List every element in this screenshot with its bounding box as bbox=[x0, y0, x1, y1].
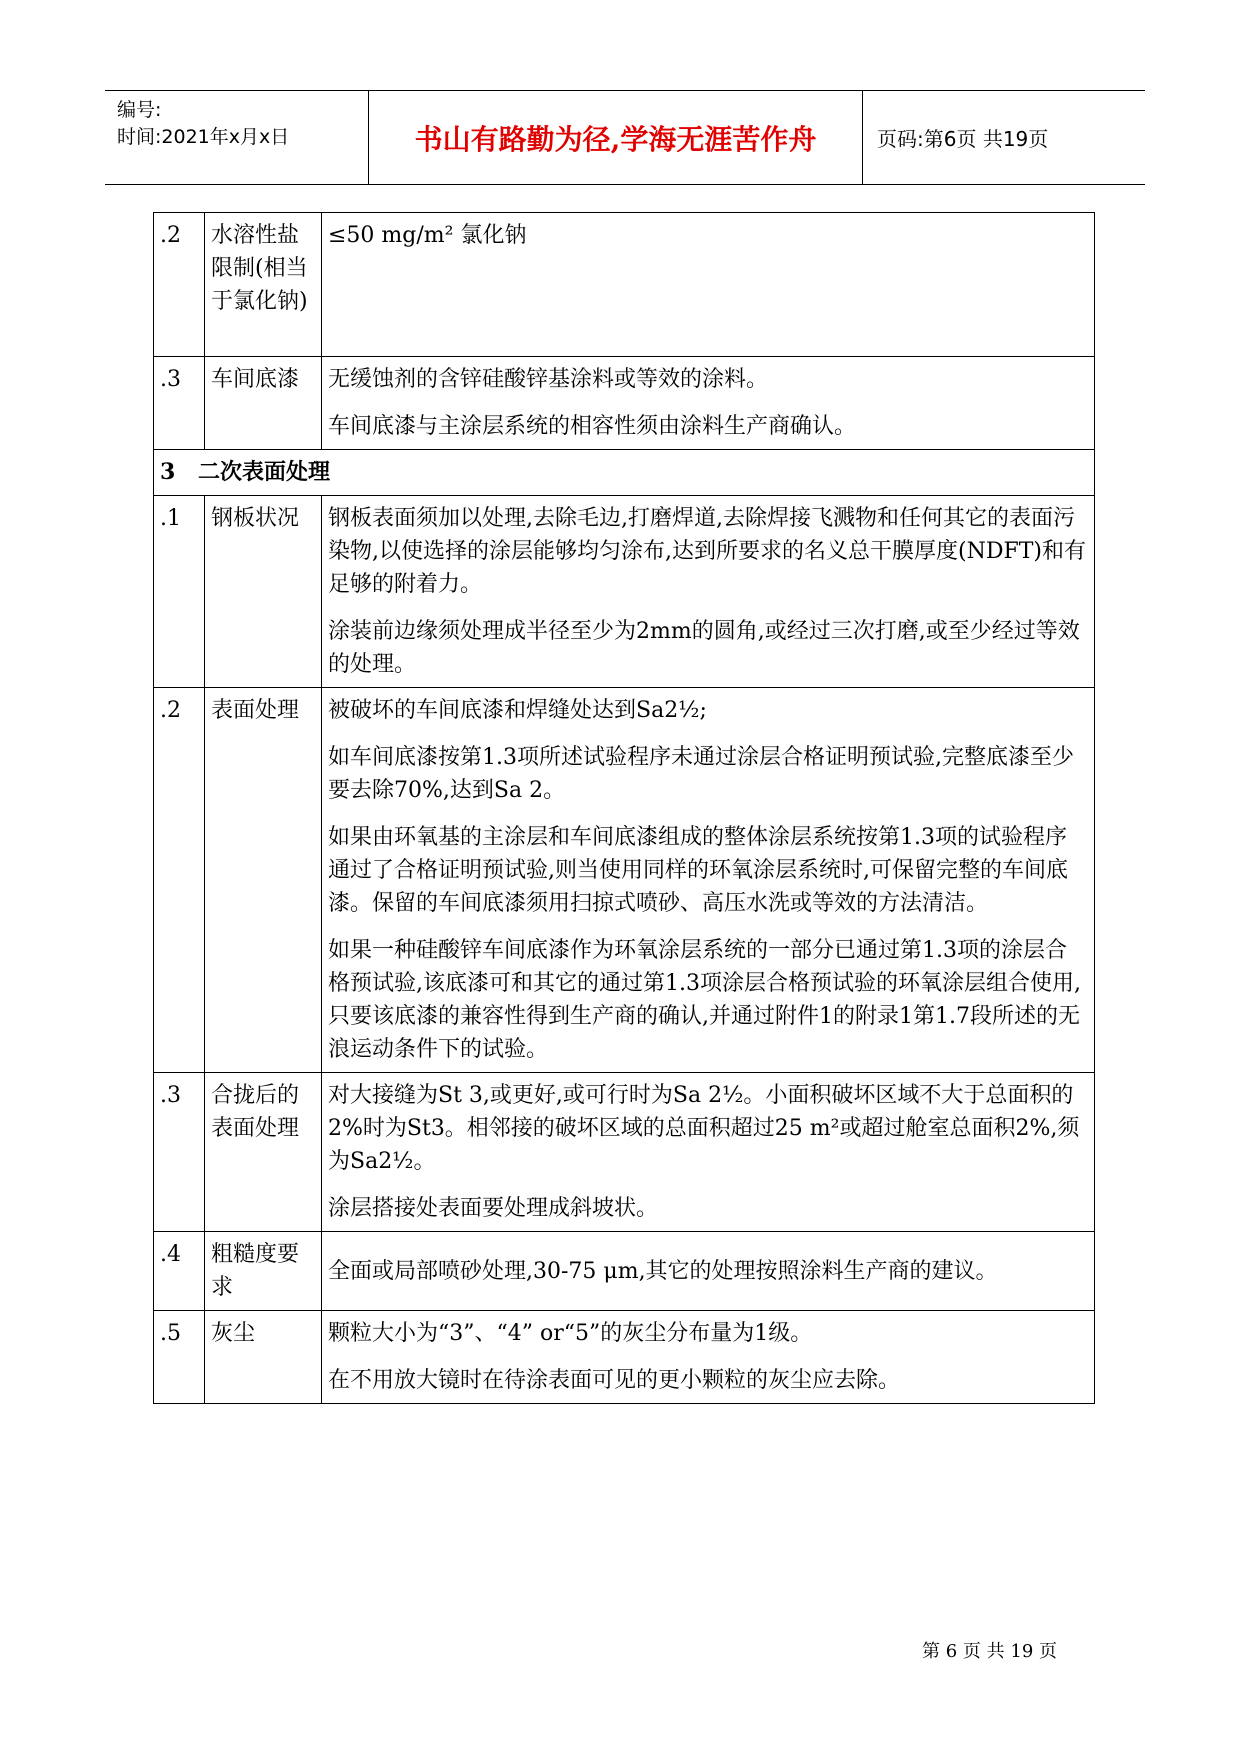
row-number: .3 bbox=[154, 357, 205, 450]
page-header bbox=[105, 90, 1145, 185]
header-motto: 书山有路勤为径,学海无涯苦作舟 bbox=[414, 122, 817, 156]
row-body bbox=[322, 1311, 1095, 1404]
header-divider bbox=[862, 91, 863, 184]
row-paragraph: ≤50 mg/m² 氯化钠 bbox=[328, 223, 527, 248]
row-paragraph: 被破坏的车间底漆和焊缝处达到Sa2½; bbox=[328, 698, 707, 723]
row-body bbox=[322, 357, 1095, 450]
row-number: .2 bbox=[154, 213, 205, 357]
row-paragraph: 涂层搭接处表面要处理成斜坡状。 bbox=[328, 1196, 659, 1221]
section-title: 二次表面处理 bbox=[198, 459, 331, 485]
row-term: 表面处理 bbox=[205, 688, 322, 1073]
table-row bbox=[154, 1232, 1095, 1311]
table-row bbox=[154, 357, 1095, 450]
row-paragraph: 涂装前边缘须处理成半径至少为2mm的圆角,或经过三次打磨,或至少经过等效的处理。 bbox=[328, 619, 1080, 677]
row-term: 粗糙度要求 bbox=[205, 1232, 322, 1311]
row-body bbox=[322, 1232, 1095, 1311]
row-paragraph: 颗粒大小为“3”、“4” or“5”的灰尘分布量为1级。 bbox=[328, 1321, 813, 1346]
page-footer: 第 6 页 共 19 页 bbox=[922, 1641, 1057, 1662]
table-row bbox=[154, 213, 1095, 357]
number-label: 编号: bbox=[117, 99, 162, 121]
row-number: .5 bbox=[154, 1311, 205, 1404]
row-paragraph: 全面或局部喷砂处理,30-75 μm,其它的处理按照涂料生产商的建议。 bbox=[328, 1258, 998, 1284]
row-paragraph: 对大接缝为St 3,或更好,或可行时为Sa 2½。小面积破坏区域不大于总面积的2%时为St3。相邻接的破坏区域的总面积超过25 m²或超过舱室总面积2%,须为Sa2½。 bbox=[328, 1083, 1080, 1174]
row-paragraph: 如果由环氧基的主涂层和车间底漆组成的整体涂层系统按第1.3项的试验程序通过了合格证明预试验,则当使用同样的环氧涂层系统时,可保留完整的车间底漆。保留的车间底漆须用扫掠式喷砂、高压水洗或等效的方法清洁。 bbox=[328, 825, 1068, 916]
row-paragraph: 车间底漆与主涂层系统的相容性须由涂料生产商确认。 bbox=[328, 414, 857, 439]
row-number: .1 bbox=[154, 496, 205, 688]
row-paragraph: 如车间底漆按第1.3项所述试验程序未通过涂层合格证明预试验,完整底漆至少要去除70%,达到Sa 2。 bbox=[328, 745, 1074, 803]
row-term: 水溶性盐限制(相当于氯化钠) bbox=[205, 213, 322, 357]
section-row bbox=[154, 450, 1095, 496]
row-paragraph: 无缓蚀剂的含锌硅酸锌基涂料或等效的涂料。 bbox=[328, 367, 769, 392]
row-body bbox=[322, 213, 1095, 357]
row-term: 灰尘 bbox=[205, 1311, 322, 1404]
section-heading bbox=[154, 450, 1095, 496]
row-term: 合拢后的表面处理 bbox=[205, 1073, 322, 1232]
table-row bbox=[154, 1311, 1095, 1404]
table-row bbox=[154, 1073, 1095, 1232]
requirements-table bbox=[153, 212, 1095, 1404]
row-number: .4 bbox=[154, 1232, 205, 1311]
row-body bbox=[322, 1073, 1095, 1232]
row-paragraph: 钢板表面须加以处理,去除毛边,打磨焊道,去除焊接飞溅物和任何其它的表面污染物,以使选择的涂层能够均匀涂布,达到所要求的名义总干膜厚度(NDFT)和有足够的附着力。 bbox=[328, 506, 1086, 597]
row-number: .2 bbox=[154, 688, 205, 1073]
row-body bbox=[322, 688, 1095, 1073]
header-page-label: 页码:第6页 共19页 bbox=[877, 127, 1049, 151]
table-row bbox=[154, 688, 1095, 1073]
table-row bbox=[154, 496, 1095, 688]
header-meta bbox=[117, 97, 372, 151]
row-number: .3 bbox=[154, 1073, 205, 1232]
row-paragraph: 如果一种硅酸锌车间底漆作为环氧涂层系统的一部分已通过第1.3项的涂层合格预试验,该底漆可和其它的通过第1.3项涂层合格预试验的环氧涂层组合使用,只要该底漆的兼容性得到生产商的确认,并通过附件1的附录1第1.7段所述的无浪运动条件下的试验。 bbox=[328, 938, 1081, 1062]
section-number: 3 bbox=[160, 459, 176, 485]
row-paragraph: 在不用放大镜时在待涂表面可见的更小颗粒的灰尘应去除。 bbox=[328, 1368, 901, 1393]
row-body bbox=[322, 496, 1095, 688]
row-term: 钢板状况 bbox=[205, 496, 322, 688]
row-term: 车间底漆 bbox=[205, 357, 322, 450]
time-label: 时间:2021年x月x日 bbox=[117, 126, 290, 148]
